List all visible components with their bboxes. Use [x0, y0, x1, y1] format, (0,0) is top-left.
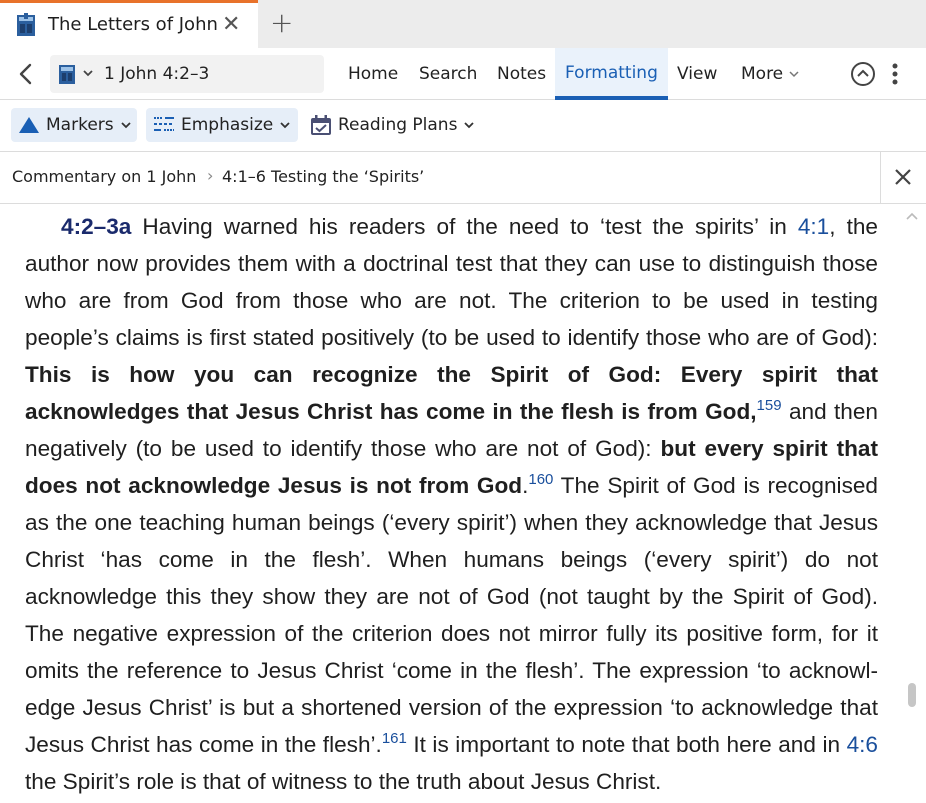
chevron-down-icon: [463, 120, 475, 130]
text-run: and then negatively (to be used to identify those who are not of God):: [25, 399, 878, 461]
reference-text[interactable]: 1 John 4:2–3: [104, 64, 210, 84]
menu-search[interactable]: Search: [419, 64, 478, 84]
text-run: It is important to note that both here and in: [406, 732, 847, 757]
resource-icon: [58, 63, 76, 85]
emphasize-label: Emphasize: [181, 115, 274, 135]
tab-close-icon[interactable]: ✕: [222, 12, 241, 37]
calendar-check-icon: [310, 114, 332, 136]
footnote-161[interactable]: 161: [381, 730, 407, 747]
text-run: The Spirit of God is recognised as the one teaching human beings (‘every spirit’) when they acknowledge that Jesus Christ ‘has come in the flesh’. When humans beings (‘every spirit’) do not acknowledge this they show they are not of God (not taught by the Spirit of God). The negative expression of the criterion does not mirror fully its positive form, for it omits the reference to Jesus Christ ‘come in the flesh’. The expression ‘to acknowledge Jesus Christ’ is but a shortened version of the expression ‘to acknowledge that Jesus Christ has come in the flesh’.: [25, 473, 878, 757]
chevron-down-icon: [789, 70, 799, 78]
menu-formatting[interactable]: Formatting: [555, 48, 668, 100]
commentary-text: [25, 208, 878, 800]
text-run: , the author now provides them with a doctrinal test that they can use to distinguish those who are from God from those who are not. The criterion to be used in testing people’s claims is first stated positively (to be used to identify those who are of God):: [25, 214, 878, 350]
book-icon: [16, 13, 36, 37]
tab-the-letters-of-john[interactable]: [0, 0, 258, 48]
scripture-link-4-6[interactable]: 4:6: [846, 732, 878, 757]
back-arrow-icon[interactable]: [14, 61, 38, 87]
breadcrumb-resource[interactable]: Commentary on 1 John: [12, 167, 197, 186]
menu-home[interactable]: Home: [348, 64, 399, 84]
breadcrumb: [0, 152, 926, 204]
menu-view[interactable]: View: [677, 64, 718, 84]
footnote-159[interactable]: 159: [756, 397, 782, 414]
markers-label: Markers: [46, 115, 114, 135]
menu-notes[interactable]: Notes: [497, 64, 547, 84]
menu-more-label: More: [741, 64, 784, 84]
emphasize-button[interactable]: [146, 108, 298, 142]
breadcrumb-separator: ›: [207, 166, 214, 185]
text-run: Having warned his readers of the need to ‘test the spirits’ in: [131, 214, 798, 239]
tab-title: The Letters of John: [48, 14, 218, 35]
menu-more[interactable]: [731, 48, 809, 100]
reference-box[interactable]: [50, 55, 324, 93]
footnote-160[interactable]: 160: [528, 471, 554, 488]
text-run: .: [522, 473, 529, 498]
emphasize-icon: [153, 115, 175, 135]
reading-plans-label: Reading Plans: [338, 115, 458, 135]
reading-plans-button[interactable]: [310, 108, 480, 142]
tab-strip: [0, 0, 926, 48]
verse-reference[interactable]: 4:2–3a: [61, 214, 132, 239]
chevron-up-circle-icon[interactable]: [850, 61, 876, 87]
chevron-down-icon[interactable]: [82, 68, 94, 78]
new-tab-button[interactable]: +: [270, 6, 294, 39]
scrollbar-thumb[interactable]: [908, 683, 916, 707]
divider: [880, 152, 881, 204]
toolbar: [0, 48, 926, 100]
breadcrumb-section[interactable]: 4:1–6 Testing the ‘Spirits’: [222, 167, 425, 186]
chevron-down-icon: [279, 120, 291, 130]
close-icon[interactable]: [892, 166, 914, 188]
more-options-icon[interactable]: [888, 61, 902, 87]
markers-button[interactable]: [11, 108, 137, 142]
scroll-up-icon[interactable]: [905, 210, 919, 222]
chevron-down-icon: [120, 120, 132, 130]
bold-quote: but every spirit that does not acknowledge Jesus is not from God: [25, 436, 878, 498]
formatting-bar: [0, 100, 926, 152]
triangle-marker-icon: [18, 116, 40, 134]
scripture-link-4-1[interactable]: 4:1: [797, 214, 830, 239]
text-run: the Spirit’s role is that of witness to the truth about Jesus Christ.: [25, 769, 662, 794]
bold-quote: This is how you can recognize the Spirit of God: Every spirit that acknowledges that Jesus Christ has come in the flesh is from God,: [25, 362, 878, 424]
